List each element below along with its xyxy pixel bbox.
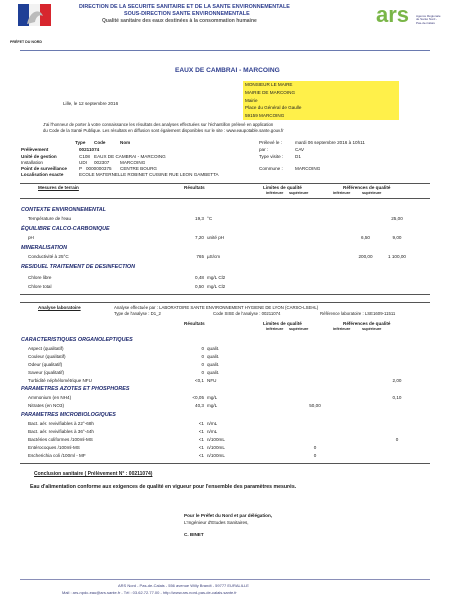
row-unit: qualit. — [207, 354, 220, 359]
intro-line-2: du Code de la Santé Publique. Les résultats en diffusion sont également disponibles sur le site : www.eaupotable.sante.gouv.fr — [43, 128, 284, 133]
row-value: <0,05 — [192, 395, 204, 400]
row-label: Entérocoques /100ml-MS — [28, 445, 80, 450]
lab-section-title: CARACTERISTIQUES ORGANOLEPTIQUES — [21, 337, 133, 343]
row-ref-inf: 6,50 — [361, 235, 370, 240]
row-label: Chlore libre — [28, 275, 52, 280]
table-row — [28, 421, 428, 427]
row-label: Chlore total — [28, 284, 52, 289]
table-row — [28, 437, 428, 443]
row-value: <1 — [198, 453, 204, 458]
table-row — [28, 284, 428, 290]
field-section-title: RESIDUEL TRAITEMENT DE DESINFECTION — [21, 264, 136, 270]
lab-sub-lim-inf: inférieure — [266, 327, 284, 331]
row-label: Turbidité néphélométrique NFU — [28, 378, 92, 383]
lab-col-refs: Références de qualité — [343, 321, 391, 326]
row-value: 19,3 — [195, 216, 204, 221]
row-value: <0,1 — [194, 378, 204, 383]
table-row — [28, 362, 428, 368]
row-label: Couleur (qualitatif) — [28, 354, 66, 359]
row-unit: unité pH — [207, 235, 225, 240]
unite-type: C108 — [79, 154, 90, 159]
field-table-title: Mesures de terrain — [38, 185, 79, 190]
table-row — [28, 429, 428, 435]
field-col-refs: Références de qualité — [343, 185, 391, 190]
col-type-label: Type — [75, 140, 86, 145]
col-nom-label: Nom — [120, 140, 131, 145]
row-label: Bact. aér. revivifiables à 36°-44h — [28, 429, 94, 434]
commune-label: Commune : — [259, 166, 283, 171]
lab-sub-lim-sup: supérieure — [289, 327, 309, 331]
doc-title: EAUX DE CAMBRAI - MARCOING — [175, 67, 280, 74]
lab-table-top-border — [20, 302, 430, 303]
prelevement-value: 00211074 — [79, 147, 100, 152]
field-col-limits: Limites de qualité — [263, 185, 302, 190]
row-unit: n/100mL — [207, 453, 225, 458]
row-value: 0 — [201, 346, 204, 351]
lab-line-1: Analyse effectuée par : LABORATOIRE SANTE ENVIRONNEMENT HYGIENE DE LYON (CARSO-LSEHL) — [114, 305, 319, 310]
installation-code: 002307 — [94, 160, 110, 165]
table-row — [28, 453, 428, 459]
header-title-3: Qualité sanitaire des eaux destinées à la consommation humaine — [102, 18, 257, 24]
recipient-block — [243, 81, 399, 120]
lab-col-limits: Limites de qualité — [263, 321, 302, 326]
conclusion-title: Conclusion sanitaire ( Prélèvement N° : 00211074) — [34, 471, 153, 477]
type-visite-label: Type visite : — [259, 154, 284, 159]
type-visite-value: D1 — [295, 154, 301, 159]
preleve-value: mardi 06 septembre 2016 à 10h11 — [295, 140, 365, 145]
point-type: P — [79, 166, 83, 171]
unite-nom: EAUX DE CAMBRAI - MARCOING — [94, 154, 166, 159]
installation-nom: MARCOING — [120, 160, 146, 165]
row-value: 0,48 — [195, 275, 204, 280]
lab-section-title: PARAMETRES MICROBIOLOGIQUES — [21, 412, 116, 418]
row-unit: °C — [207, 216, 213, 221]
row-label: Saveur (qualitatif) — [28, 370, 65, 375]
commune-value: MARCOING — [295, 166, 321, 171]
row-value: <1 — [198, 445, 204, 450]
row-label: Odeur (qualitatif) — [28, 362, 63, 367]
row-lim-sup: 0 — [313, 445, 317, 450]
lab-sub-ref-inf: inférieure — [333, 327, 351, 331]
par-label: par : — [259, 147, 269, 152]
row-ref-sup: 9,00 — [392, 235, 402, 240]
row-unit: n/mL — [207, 429, 218, 434]
lab-line-2b: Code SISE de l'analyse : 00211074 — [213, 311, 281, 316]
row-value: 765 — [196, 254, 204, 259]
field-sub-ref-sup: supérieure — [362, 191, 382, 195]
row-value: 7,20 — [195, 235, 204, 240]
row-value: 0 — [201, 370, 204, 375]
row-unit: n/100mL — [207, 445, 225, 450]
row-value: 0 — [201, 362, 204, 367]
header-divider — [20, 50, 430, 51]
localisation-label: Localisation exacte — [21, 172, 64, 177]
intro-line-1: J'ai l'honneur de porter à votre connaissance les résultats des analyses effectuées sur l'échantillon prélevé en application — [43, 122, 274, 127]
recipient-line-3: Mairie — [245, 98, 258, 103]
row-ref-sup: 2,00 — [392, 378, 402, 383]
field-table-bottom-border — [20, 294, 430, 295]
row-label: Ammonium (en NH4) — [28, 395, 72, 400]
field-section-title: ÉQUILIBRE CALCO-CARBONIQUE — [21, 226, 110, 232]
point-code: 0000000375 — [86, 166, 112, 171]
footer-divider — [20, 579, 430, 580]
recipient-line-1: MONSIEUR LE MAIRE — [245, 82, 293, 87]
row-ref-sup: 0 — [395, 437, 399, 442]
field-col-results: Résultats — [184, 185, 205, 190]
signature-name: C. BINET — [184, 532, 204, 537]
table-row — [28, 370, 428, 376]
table-row — [28, 346, 428, 352]
lab-line-2a: Type de l'analyse : D1_2 — [114, 311, 161, 316]
lab-line-2c: Référence laboratoire : LSE1609-11511 — [320, 311, 396, 316]
row-lim-sup: 50,00 — [309, 403, 321, 408]
header-title-1: DIRECTION DE LA SECURITE SANITAIRE ET DE LA SANTE ENVIRONNEMENTALE — [79, 4, 290, 10]
row-unit: qualit. — [207, 362, 220, 367]
table-row — [28, 403, 428, 409]
ars-logo-text: ars — [376, 2, 410, 27]
field-section-title: MINERALISATION — [21, 245, 68, 251]
row-unit: mg/L — [207, 395, 218, 400]
lab-sub-ref-sup: supérieure — [362, 327, 382, 331]
row-ref-sup: 25,00 — [391, 216, 403, 221]
row-unit: qualit. — [207, 346, 220, 351]
row-label: Escherichia coli /100ml - MF — [28, 453, 86, 458]
row-label: Température de l'eau — [28, 216, 72, 221]
recipient-line-5: 59159 MARCOING — [245, 113, 285, 118]
row-label: Nitrates (en NO3) — [28, 403, 64, 408]
footer-line-2: Mail : ars-npdc-eau@ars.sante.fr - Tél : 03.62.72.77.00 - http://www.ars.nord-pas-de-calais.sante.fr — [62, 590, 237, 595]
row-unit: mg/L Cl2 — [207, 275, 226, 280]
row-unit: mg/L Cl2 — [207, 284, 226, 289]
lab-col-results: Résultats — [184, 321, 205, 326]
table-row — [28, 216, 428, 222]
point-nom: CENTRE BOURG — [120, 166, 158, 171]
row-unit: n/100mL — [207, 437, 225, 442]
header-title-2: SOUS-DIRECTION SANTE ENVIRONNEMENTALE — [124, 11, 250, 17]
row-unit: µS/cm — [207, 254, 221, 259]
row-value: 0 — [201, 354, 204, 359]
row-ref-sup: 1 100,00 — [388, 254, 406, 259]
row-lim-sup: 0 — [313, 453, 317, 458]
table-row — [28, 235, 428, 241]
point-label: Point de surveillance — [21, 166, 67, 171]
prelevement-label: Prélèvement — [21, 147, 49, 152]
conclusion-text: Eau d'alimentation conforme aux exigences de qualité en vigueur pour l'ensemble des paramètres mesurés. — [30, 484, 297, 490]
row-label: Conductivité à 25°C — [28, 254, 69, 259]
field-section-title: CONTEXTE ENVIRONNEMENTAL — [21, 207, 106, 213]
row-label: Bactéries coliformes /100ml-MS — [28, 437, 93, 442]
par-value: CAV — [295, 147, 305, 152]
col-code-label: Code — [94, 140, 106, 145]
installation-label: Installation — [21, 160, 43, 165]
row-value: 0,50 — [195, 284, 204, 289]
prefet-logo — [8, 2, 48, 48]
table-row — [28, 445, 428, 451]
row-value: 40,3 — [195, 403, 204, 408]
ars-logo — [372, 3, 442, 45]
preleve-label: Prélevé le : — [259, 140, 282, 145]
unite-label: Unité de gestion — [21, 154, 57, 159]
field-sub-lim-inf: inférieure — [266, 191, 284, 195]
lab-table-bottom-border — [20, 463, 430, 464]
row-ref-sup: 0,10 — [392, 395, 402, 400]
field-table-header-border — [20, 198, 430, 199]
localisation-value: ECOLE MATERNELLE ROBINET CUISINE RUE LEON GAMBETTA — [79, 172, 219, 177]
marianne-icon — [18, 4, 52, 38]
row-unit: mg/L — [207, 403, 218, 408]
field-table-top-border — [20, 183, 430, 184]
date-line: Lille, le 12 septembre 2016 — [63, 101, 119, 106]
table-row — [28, 378, 428, 384]
lab-section-title: PARAMETRES AZOTES ET PHOSPHORES — [21, 386, 130, 392]
row-value: <1 — [198, 429, 204, 434]
row-label: pH — [28, 235, 34, 240]
signature-line-2: L'Ingénieur d'Etudes Sanitaires, — [184, 520, 249, 525]
recipient-line-4: Place du Général de Gaulle — [245, 105, 302, 110]
row-unit: NFU — [207, 378, 217, 383]
ars-logo-sub: Agence Régionale de Santé Nord - Pas-de-Calais — [416, 14, 441, 25]
row-value: <1 — [198, 437, 204, 442]
installation-type: UDI — [79, 160, 87, 165]
table-row — [28, 354, 428, 360]
field-sub-lim-sup: supérieure — [289, 191, 309, 195]
row-unit: n/mL — [207, 421, 218, 426]
table-row — [28, 254, 428, 260]
footer-line-1: ARS Nord - Pas-de-Calais - 556 avenue Willy Brandt - 59777 EURALILLE — [118, 583, 249, 588]
prefet-label: PRÉFET DU NORD — [10, 40, 42, 44]
table-row — [28, 275, 428, 281]
row-value: <1 — [198, 421, 204, 426]
signature-line-1: Pour le Préfet du Nord et par délégation, — [184, 513, 273, 518]
row-label: Bact. aér. revivifiables à 22°-68h — [28, 421, 94, 426]
table-row — [28, 395, 428, 401]
recipient-line-2: MAIRIE DE MARCOING — [245, 90, 296, 95]
field-sub-ref-inf: inférieure — [333, 191, 351, 195]
row-unit: qualit. — [207, 370, 220, 375]
lab-table-title: Analyse laboratoire — [38, 305, 81, 310]
row-label: Aspect (qualitatif) — [28, 346, 64, 351]
row-ref-inf: 200,00 — [358, 254, 373, 259]
